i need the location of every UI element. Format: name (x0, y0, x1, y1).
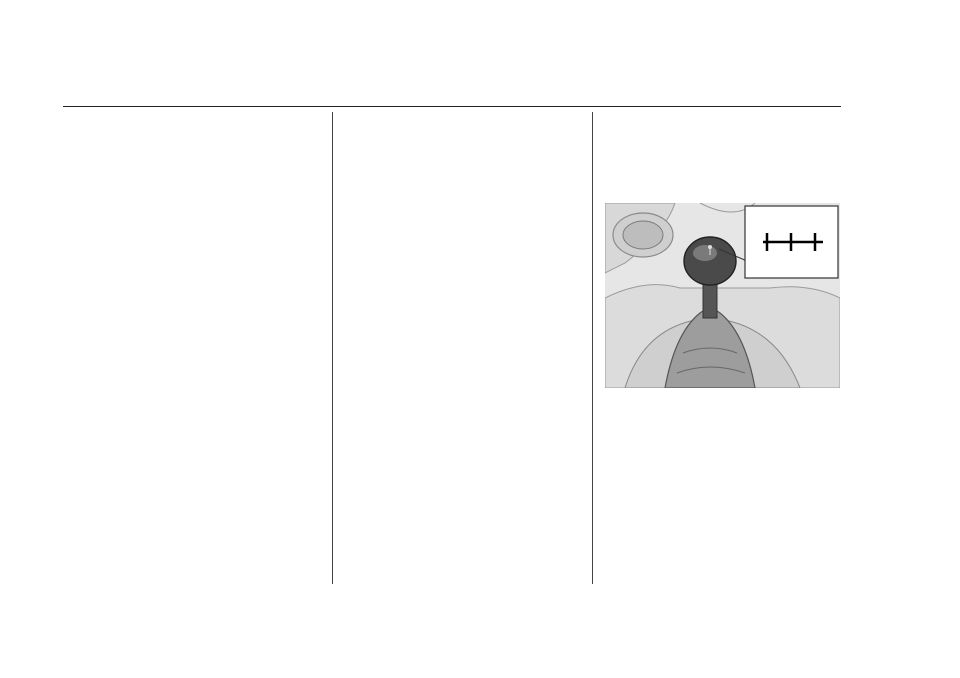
column-divider (592, 112, 593, 584)
column-right (605, 112, 841, 126)
page-header (63, 82, 841, 107)
column-divider (332, 112, 333, 584)
column-left (63, 112, 325, 126)
shift-pattern-illustration (605, 203, 840, 388)
see-reference (345, 120, 583, 138)
shifter-drawing (605, 203, 840, 388)
column-middle (345, 112, 583, 146)
